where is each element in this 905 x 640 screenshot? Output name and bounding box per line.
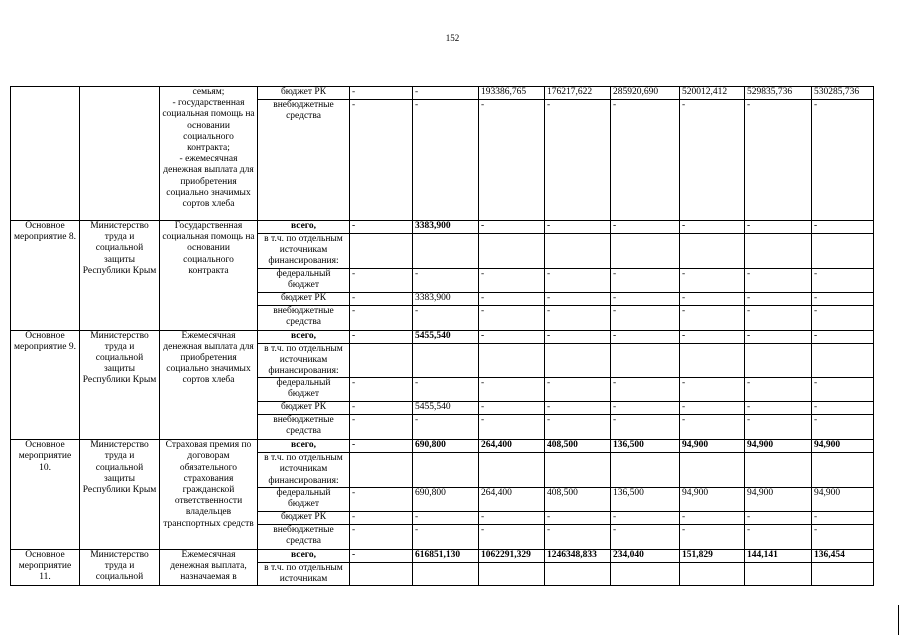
amount-cell: - [479, 415, 545, 440]
amount-cell: - [545, 268, 611, 292]
executor: Министерство труда и социальной [80, 549, 160, 585]
amount-cell [812, 453, 874, 488]
amount-cell: - [413, 87, 479, 100]
amount-cell [350, 234, 413, 269]
amount-cell: 520012,412 [680, 87, 745, 100]
amount-cell: 94,900 [745, 487, 812, 511]
amount-cell: 136,500 [611, 487, 680, 511]
amount-cell: - [545, 378, 611, 402]
margin-mark [898, 605, 899, 635]
amount-cell: - [479, 524, 545, 549]
funding-source: федеральный бюджет [258, 487, 350, 511]
amount-cell [611, 562, 680, 585]
amount-cell: - [479, 100, 545, 221]
amount-cell: 3383,900 [413, 221, 479, 234]
measure-name: Ежемесячная денежная выплата, назначаемая в [160, 549, 258, 585]
executor: Министерство труда и социальной защиты Республики Крым [80, 330, 160, 440]
amount-cell: - [350, 549, 413, 562]
executor: Министерство труда и социальной защиты Республики Крым [80, 221, 160, 331]
amount-cell: 408,500 [545, 487, 611, 511]
amount-cell [350, 562, 413, 585]
amount-cell: - [350, 415, 413, 440]
amount-cell: - [545, 330, 611, 343]
measure-label: Основное мероприятие 10. [11, 440, 80, 550]
amount-cell: - [350, 511, 413, 524]
amount-cell: - [350, 221, 413, 234]
amount-cell: 690,800 [413, 440, 479, 453]
amount-cell [350, 453, 413, 488]
funding-source: внебюджетные средства [258, 524, 350, 549]
amount-cell [479, 343, 545, 378]
table-row [11, 221, 874, 234]
amount-cell: 5455,540 [413, 330, 479, 343]
amount-cell [413, 234, 479, 269]
amount-cell: - [413, 415, 479, 440]
amount-cell [413, 562, 479, 585]
amount-cell [350, 343, 413, 378]
amount-cell: - [413, 268, 479, 292]
amount-cell: - [745, 221, 812, 234]
amount-cell: - [680, 511, 745, 524]
funding-source: бюджет РК [258, 511, 350, 524]
amount-cell: - [680, 221, 745, 234]
budget-table [10, 86, 874, 586]
amount-cell: - [680, 292, 745, 305]
amount-cell [680, 234, 745, 269]
amount-cell: - [680, 378, 745, 402]
amount-cell: - [479, 402, 545, 415]
executor: Министерство труда и социальной защиты Республики Крым [80, 440, 160, 550]
amount-cell: - [812, 511, 874, 524]
amount-cell: 94,900 [812, 440, 874, 453]
amount-cell [545, 343, 611, 378]
amount-cell: - [479, 511, 545, 524]
amount-cell: - [745, 292, 812, 305]
amount-cell: - [479, 378, 545, 402]
amount-cell: 94,900 [680, 487, 745, 511]
funding-source: в т.ч. по отдельным источникам [258, 562, 350, 585]
amount-cell: - [350, 330, 413, 343]
amount-cell: - [611, 268, 680, 292]
amount-cell: - [812, 378, 874, 402]
amount-cell [745, 562, 812, 585]
amount-cell: 264,400 [479, 487, 545, 511]
amount-cell: - [745, 524, 812, 549]
funding-source: всего, [258, 440, 350, 453]
executor [80, 87, 160, 221]
amount-cell: - [611, 100, 680, 221]
funding-source: бюджет РК [258, 292, 350, 305]
amount-cell: - [413, 100, 479, 221]
table-row [11, 330, 874, 343]
amount-cell: - [413, 305, 479, 330]
amount-cell: - [611, 511, 680, 524]
amount-cell: - [545, 221, 611, 234]
amount-cell: 136,454 [812, 549, 874, 562]
funding-source: в т.ч. по отдельным источникам финансирования: [258, 453, 350, 488]
amount-cell: 530285,736 [812, 87, 874, 100]
amount-cell: 94,900 [680, 440, 745, 453]
amount-cell: 264,400 [479, 440, 545, 453]
amount-cell: 136,500 [611, 440, 680, 453]
amount-cell: - [350, 305, 413, 330]
funding-source: федеральный бюджет [258, 378, 350, 402]
measure-label: Основное мероприятие 11. [11, 549, 80, 585]
amount-cell: 616851,130 [413, 549, 479, 562]
amount-cell: - [413, 511, 479, 524]
amount-cell: 1246348,833 [545, 549, 611, 562]
amount-cell: - [350, 402, 413, 415]
amount-cell: 3383,900 [413, 292, 479, 305]
amount-cell [479, 562, 545, 585]
amount-cell: - [545, 292, 611, 305]
amount-cell: - [812, 415, 874, 440]
amount-cell: 408,500 [545, 440, 611, 453]
funding-source: в т.ч. по отдельным источникам финансирования: [258, 234, 350, 269]
amount-cell: - [812, 330, 874, 343]
amount-cell: 176217,622 [545, 87, 611, 100]
amount-cell [812, 562, 874, 585]
amount-cell: - [680, 402, 745, 415]
amount-cell: - [350, 378, 413, 402]
amount-cell: - [545, 402, 611, 415]
amount-cell: 193386,765 [479, 87, 545, 100]
amount-cell: - [350, 292, 413, 305]
table-row [11, 549, 874, 562]
amount-cell: - [745, 511, 812, 524]
measure-label [11, 87, 80, 221]
amount-cell [680, 343, 745, 378]
measure-label: Основное мероприятие 9. [11, 330, 80, 440]
amount-cell: 234,040 [611, 549, 680, 562]
amount-cell [611, 343, 680, 378]
amount-cell [812, 234, 874, 269]
funding-source: федеральный бюджет [258, 268, 350, 292]
amount-cell: - [680, 330, 745, 343]
amount-cell: 94,900 [812, 487, 874, 511]
amount-cell [545, 562, 611, 585]
amount-cell: - [479, 221, 545, 234]
amount-cell: - [812, 305, 874, 330]
amount-cell: 529835,736 [745, 87, 812, 100]
amount-cell: - [479, 292, 545, 305]
amount-cell: - [812, 524, 874, 549]
amount-cell: 690,800 [413, 487, 479, 511]
amount-cell: - [745, 330, 812, 343]
amount-cell: - [745, 268, 812, 292]
amount-cell: - [545, 511, 611, 524]
amount-cell [479, 453, 545, 488]
amount-cell: - [812, 402, 874, 415]
amount-cell: - [812, 268, 874, 292]
amount-cell: - [611, 305, 680, 330]
amount-cell: - [680, 268, 745, 292]
amount-cell: 94,900 [745, 440, 812, 453]
amount-cell: - [745, 305, 812, 330]
amount-cell [745, 234, 812, 269]
amount-cell: 144,141 [745, 549, 812, 562]
amount-cell: - [680, 524, 745, 549]
measure-label: Основное мероприятие 8. [11, 221, 80, 331]
amount-cell [545, 453, 611, 488]
amount-cell: - [545, 524, 611, 549]
amount-cell [479, 234, 545, 269]
funding-source: бюджет РК [258, 87, 350, 100]
amount-cell [680, 453, 745, 488]
amount-cell: - [350, 268, 413, 292]
table-row [11, 440, 874, 453]
amount-cell: - [545, 100, 611, 221]
amount-cell: - [350, 440, 413, 453]
table-row [11, 87, 874, 100]
amount-cell: - [350, 487, 413, 511]
amount-cell: - [745, 415, 812, 440]
amount-cell: - [413, 524, 479, 549]
amount-cell: - [611, 330, 680, 343]
amount-cell: - [545, 305, 611, 330]
amount-cell: 151,829 [680, 549, 745, 562]
amount-cell: - [680, 100, 745, 221]
amount-cell: 5455,540 [413, 402, 479, 415]
amount-cell: - [745, 402, 812, 415]
amount-cell: - [479, 268, 545, 292]
amount-cell [680, 562, 745, 585]
amount-cell [545, 234, 611, 269]
funding-source: всего, [258, 221, 350, 234]
funding-source: внебюджетные средства [258, 100, 350, 221]
amount-cell: - [350, 524, 413, 549]
funding-source: внебюджетные средства [258, 415, 350, 440]
amount-cell [812, 343, 874, 378]
amount-cell: 1062291,329 [479, 549, 545, 562]
amount-cell [611, 234, 680, 269]
funding-source: внебюджетные средства [258, 305, 350, 330]
funding-source: бюджет РК [258, 402, 350, 415]
amount-cell: - [611, 524, 680, 549]
page-number: 152 [445, 33, 460, 43]
measure-name: Государственная социальная помощь на основании социального контракта [160, 221, 258, 331]
measure-name: семьям; - государственная социальная помощь на основании социального контракта; - ежемесячная денежная выплата для приобретения социально значимых сортов хлеба [160, 87, 258, 221]
amount-cell: - [745, 100, 812, 221]
amount-cell: - [611, 415, 680, 440]
amount-cell: - [611, 221, 680, 234]
amount-cell [413, 453, 479, 488]
amount-cell: - [812, 221, 874, 234]
measure-name: Страховая премия по договорам обязательного страхования гражданской ответственности владельцев транспортных средств [160, 440, 258, 550]
funding-source: в т.ч. по отдельным источникам финансирования: [258, 343, 350, 378]
funding-source: всего, [258, 330, 350, 343]
amount-cell: - [479, 305, 545, 330]
amount-cell: - [350, 100, 413, 221]
amount-cell [745, 453, 812, 488]
amount-cell: - [479, 330, 545, 343]
amount-cell: - [680, 305, 745, 330]
amount-cell: - [745, 378, 812, 402]
amount-cell: - [611, 378, 680, 402]
amount-cell: - [611, 292, 680, 305]
funding-source: всего, [258, 549, 350, 562]
amount-cell: - [350, 87, 413, 100]
amount-cell [745, 343, 812, 378]
amount-cell: 285920,690 [611, 87, 680, 100]
amount-cell: - [545, 415, 611, 440]
amount-cell: - [680, 415, 745, 440]
amount-cell: - [413, 378, 479, 402]
amount-cell: - [812, 100, 874, 221]
amount-cell: - [812, 292, 874, 305]
amount-cell [611, 453, 680, 488]
amount-cell: - [611, 402, 680, 415]
amount-cell [413, 343, 479, 378]
measure-name: Ежемесячная денежная выплата для приобретения социально значимых сортов хлеба [160, 330, 258, 440]
